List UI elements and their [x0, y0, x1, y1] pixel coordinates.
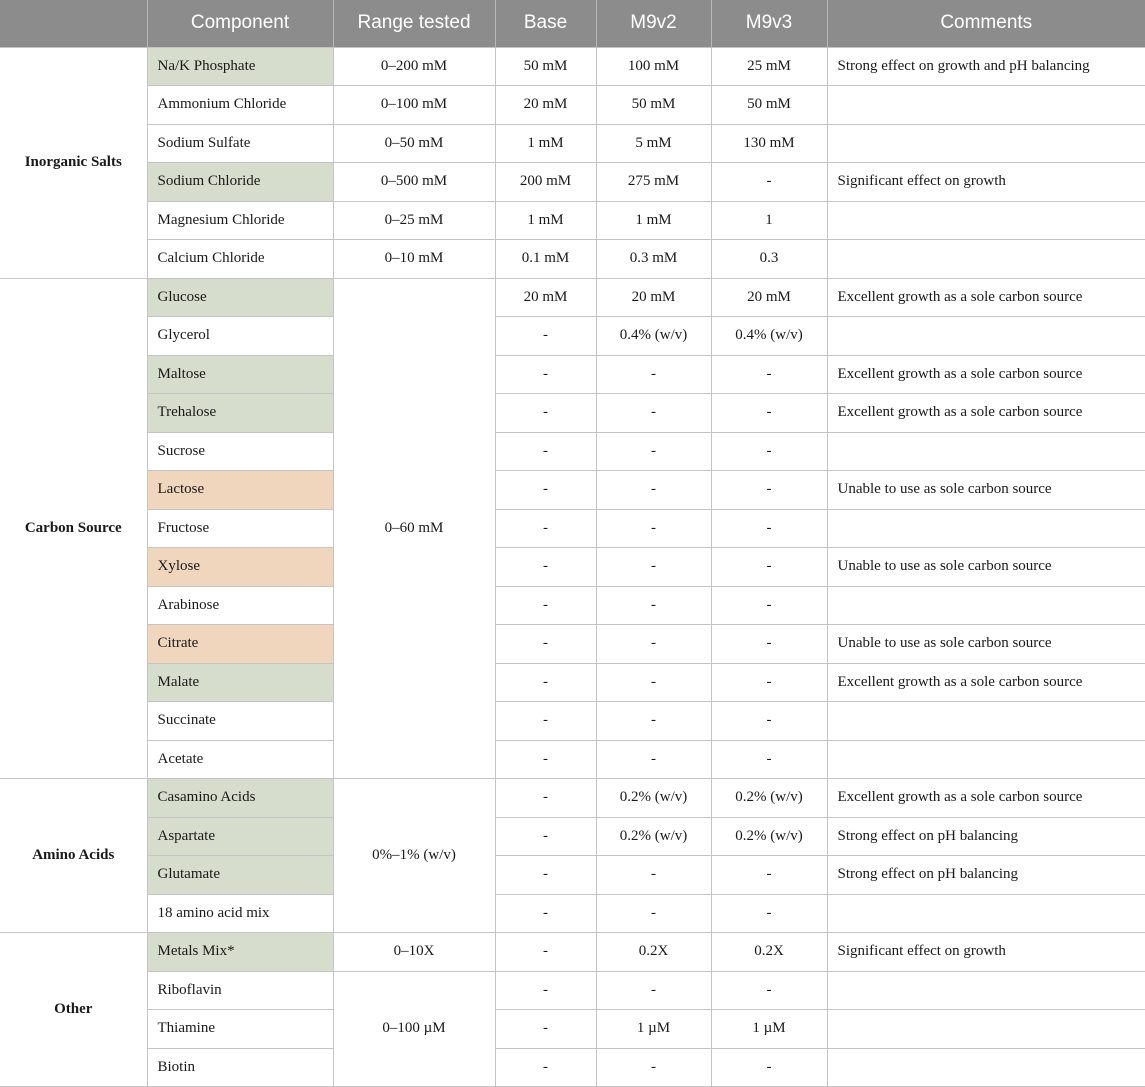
base-cell: - — [495, 432, 596, 471]
table-row — [0, 509, 1145, 548]
m9v3-cell: - — [711, 894, 827, 933]
comment-cell: Unable to use as sole carbon source — [827, 471, 1145, 510]
range-cell: 0–10X — [333, 933, 495, 972]
range-cell: 0–25 mM — [333, 201, 495, 240]
m9v3-cell: - — [711, 509, 827, 548]
component-cell: Metals Mix* — [147, 933, 333, 972]
comment-cell: Unable to use as sole carbon source — [827, 548, 1145, 587]
component-cell: Calcium Chloride — [147, 240, 333, 279]
m9v3-cell: - — [711, 740, 827, 779]
table-row — [0, 740, 1145, 779]
base-cell: 1 mM — [495, 124, 596, 163]
base-cell: - — [495, 663, 596, 702]
component-cell: Glycerol — [147, 317, 333, 356]
m9v2-cell: - — [596, 509, 711, 548]
m9v2-cell: 5 mM — [596, 124, 711, 163]
table-row — [0, 278, 1145, 317]
m9v3-cell: - — [711, 856, 827, 895]
m9v2-cell: - — [596, 548, 711, 587]
comment-cell — [827, 509, 1145, 548]
table-row — [0, 240, 1145, 279]
component-cell: Ammonium Chloride — [147, 86, 333, 125]
component-cell: Fructose — [147, 509, 333, 548]
base-cell: 0.1 mM — [495, 240, 596, 279]
base-cell: - — [495, 1048, 596, 1087]
m9v2-cell: - — [596, 856, 711, 895]
table-row — [0, 625, 1145, 664]
comment-cell — [827, 86, 1145, 125]
range-cell: 0–10 mM — [333, 240, 495, 279]
base-cell: - — [495, 933, 596, 972]
component-cell: Glutamate — [147, 856, 333, 895]
base-cell: - — [495, 1010, 596, 1049]
comment-cell — [827, 702, 1145, 741]
m9v3-cell: - — [711, 548, 827, 587]
m9v2-cell: - — [596, 355, 711, 394]
base-cell: 200 mM — [495, 163, 596, 202]
table-row — [0, 971, 1145, 1010]
comment-cell: Excellent growth as a sole carbon source — [827, 355, 1145, 394]
component-cell: Maltose — [147, 355, 333, 394]
table-row — [0, 432, 1145, 471]
base-cell: - — [495, 817, 596, 856]
m9v3-cell: - — [711, 471, 827, 510]
m9v3-cell: - — [711, 625, 827, 664]
m9v2-cell: 0.2X — [596, 933, 711, 972]
comment-cell: Excellent growth as a sole carbon source — [827, 394, 1145, 433]
comment-cell — [827, 317, 1145, 356]
base-cell: - — [495, 971, 596, 1010]
m9v2-cell: 0.3 mM — [596, 240, 711, 279]
base-cell: - — [495, 355, 596, 394]
table-row — [0, 201, 1145, 240]
m9v3-cell: 50 mM — [711, 86, 827, 125]
m9v2-cell: - — [596, 702, 711, 741]
m9v3-cell: - — [711, 394, 827, 433]
m9v2-cell: - — [596, 471, 711, 510]
component-cell: Magnesium Chloride — [147, 201, 333, 240]
header-range-tested: Range tested — [333, 0, 495, 47]
m9v3-cell: 0.3 — [711, 240, 827, 279]
m9v2-cell: 275 mM — [596, 163, 711, 202]
component-cell: Glucose — [147, 278, 333, 317]
range-cell: 0–60 mM — [333, 278, 495, 779]
range-cell: 0%–1% (w/v) — [333, 779, 495, 933]
base-cell: - — [495, 471, 596, 510]
table-row — [0, 702, 1145, 741]
base-cell: 1 mM — [495, 201, 596, 240]
m9v2-cell: 0.4% (w/v) — [596, 317, 711, 356]
m9v2-cell: 100 mM — [596, 47, 711, 86]
table-row — [0, 471, 1145, 510]
table-row — [0, 1048, 1145, 1087]
m9v2-cell: 0.2% (w/v) — [596, 779, 711, 818]
comment-cell — [827, 1048, 1145, 1087]
group-label: Amino Acids — [0, 779, 147, 933]
header-row — [0, 0, 1145, 47]
component-cell: Acetate — [147, 740, 333, 779]
table-row — [0, 1010, 1145, 1049]
table-row — [0, 779, 1145, 818]
m9v2-cell: 1 µM — [596, 1010, 711, 1049]
component-cell: Sodium Chloride — [147, 163, 333, 202]
range-cell: 0–50 mM — [333, 124, 495, 163]
comment-cell — [827, 201, 1145, 240]
comment-cell: Unable to use as sole carbon source — [827, 625, 1145, 664]
comment-cell — [827, 432, 1145, 471]
table-row — [0, 548, 1145, 587]
group-label: Carbon Source — [0, 278, 147, 779]
range-cell: 0–100 mM — [333, 86, 495, 125]
base-cell: - — [495, 702, 596, 741]
m9v3-cell: 1 — [711, 201, 827, 240]
table-row — [0, 586, 1145, 625]
base-cell: - — [495, 740, 596, 779]
base-cell: - — [495, 586, 596, 625]
base-cell: - — [495, 509, 596, 548]
component-cell: Lactose — [147, 471, 333, 510]
component-cell: Casamino Acids — [147, 779, 333, 818]
table-row — [0, 894, 1145, 933]
base-cell: 20 mM — [495, 86, 596, 125]
base-cell: - — [495, 894, 596, 933]
component-cell: Xylose — [147, 548, 333, 587]
base-cell: - — [495, 856, 596, 895]
table-row — [0, 47, 1145, 86]
header-base: Base — [495, 0, 596, 47]
m9v2-cell: - — [596, 1048, 711, 1087]
base-cell: - — [495, 625, 596, 664]
base-cell: 50 mM — [495, 47, 596, 86]
table-row — [0, 163, 1145, 202]
component-cell: Citrate — [147, 625, 333, 664]
header-component: Component — [147, 0, 333, 47]
comment-cell — [827, 1010, 1145, 1049]
m9v3-cell: 0.2% (w/v) — [711, 779, 827, 818]
m9v3-cell: 20 mM — [711, 278, 827, 317]
component-cell: Riboflavin — [147, 971, 333, 1010]
comment-cell — [827, 240, 1145, 279]
table-row — [0, 86, 1145, 125]
comment-cell: Excellent growth as a sole carbon source — [827, 663, 1145, 702]
m9v3-cell: 25 mM — [711, 47, 827, 86]
base-cell: - — [495, 394, 596, 433]
m9v2-cell: - — [596, 586, 711, 625]
component-cell: Thiamine — [147, 1010, 333, 1049]
component-cell: 18 amino acid mix — [147, 894, 333, 933]
base-cell: - — [495, 548, 596, 587]
m9v3-cell: 0.2X — [711, 933, 827, 972]
header-comments: Comments — [827, 0, 1145, 47]
m9v3-cell: - — [711, 663, 827, 702]
m9v2-cell: - — [596, 432, 711, 471]
comment-cell — [827, 894, 1145, 933]
table-row — [0, 663, 1145, 702]
component-cell: Succinate — [147, 702, 333, 741]
m9v3-cell: 0.2% (w/v) — [711, 817, 827, 856]
component-cell: Sucrose — [147, 432, 333, 471]
group-label: Inorganic Salts — [0, 47, 147, 278]
range-cell: 0–500 mM — [333, 163, 495, 202]
comment-cell: Strong effect on pH balancing — [827, 817, 1145, 856]
comment-cell: Strong effect on pH balancing — [827, 856, 1145, 895]
range-cell: 0–200 mM — [333, 47, 495, 86]
m9v3-cell: - — [711, 971, 827, 1010]
component-cell: Na/K Phosphate — [147, 47, 333, 86]
comment-cell — [827, 124, 1145, 163]
base-cell: 20 mM — [495, 278, 596, 317]
component-cell: Trehalose — [147, 394, 333, 433]
base-cell: - — [495, 779, 596, 818]
m9v3-cell: - — [711, 355, 827, 394]
range-cell: 0–100 µM — [333, 971, 495, 1087]
comment-cell: Significant effect on growth — [827, 163, 1145, 202]
m9v2-cell: - — [596, 971, 711, 1010]
m9v2-cell: - — [596, 625, 711, 664]
table-row — [0, 817, 1145, 856]
m9v2-cell: - — [596, 740, 711, 779]
comment-cell: Significant effect on growth — [827, 933, 1145, 972]
table-row — [0, 355, 1145, 394]
m9v2-cell: - — [596, 894, 711, 933]
m9v2-cell: - — [596, 663, 711, 702]
m9v3-cell: - — [711, 163, 827, 202]
table-row — [0, 856, 1145, 895]
m9v2-cell: 0.2% (w/v) — [596, 817, 711, 856]
m9v3-cell: - — [711, 432, 827, 471]
table-row — [0, 394, 1145, 433]
component-cell: Aspartate — [147, 817, 333, 856]
m9v3-cell: - — [711, 586, 827, 625]
group-label: Other — [0, 933, 147, 1087]
comment-cell: Excellent growth as a sole carbon source — [827, 779, 1145, 818]
comment-cell — [827, 740, 1145, 779]
component-cell: Sodium Sulfate — [147, 124, 333, 163]
m9v3-cell: - — [711, 1048, 827, 1087]
header-m9v2: M9v2 — [596, 0, 711, 47]
m9v3-cell: 130 mM — [711, 124, 827, 163]
component-cell: Arabinose — [147, 586, 333, 625]
comment-cell — [827, 971, 1145, 1010]
base-cell: - — [495, 317, 596, 356]
header-group — [0, 0, 147, 47]
header-m9v3: M9v3 — [711, 0, 827, 47]
m9v2-cell: 20 mM — [596, 278, 711, 317]
table-row — [0, 317, 1145, 356]
m9v3-cell: - — [711, 702, 827, 741]
table-row — [0, 124, 1145, 163]
m9v3-cell: 0.4% (w/v) — [711, 317, 827, 356]
component-cell: Malate — [147, 663, 333, 702]
table-row — [0, 933, 1145, 972]
comment-cell — [827, 586, 1145, 625]
m9v2-cell: - — [596, 394, 711, 433]
component-cell: Biotin — [147, 1048, 333, 1087]
m9v2-cell: 50 mM — [596, 86, 711, 125]
m9v2-cell: 1 mM — [596, 201, 711, 240]
m9v3-cell: 1 µM — [711, 1010, 827, 1049]
comment-cell: Excellent growth as a sole carbon source — [827, 278, 1145, 317]
comment-cell: Strong effect on growth and pH balancing — [827, 47, 1145, 86]
